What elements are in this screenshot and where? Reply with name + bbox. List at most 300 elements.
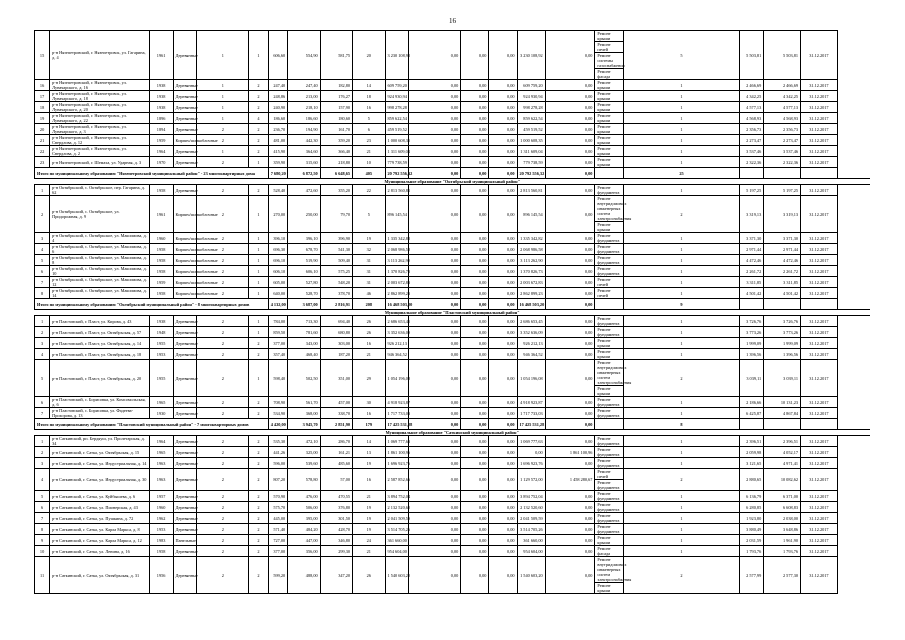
- work-types: [595, 168, 623, 179]
- fund-local: 0,00: [489, 244, 517, 255]
- residential-area: 157,90: [320, 102, 352, 113]
- residential-area: 346,80: [320, 535, 352, 546]
- fund-regional: 0,00: [461, 124, 489, 135]
- work-type-item: Ремонт фундамента: [597, 502, 620, 512]
- entrances-count: 2: [249, 80, 268, 91]
- premises-area: 484,20: [288, 524, 320, 535]
- completion-date: 31.12.2017: [801, 31, 838, 80]
- residents-count: 19: [353, 513, 385, 524]
- premises-area: 447,00: [288, 535, 320, 546]
- premises-area: 396,10: [288, 233, 320, 244]
- entrances-count: 1: [249, 288, 268, 299]
- row-number: 6: [35, 502, 50, 513]
- completion-date: 31.12.2017: [801, 327, 838, 338]
- entrances-count: 2: [249, 124, 268, 135]
- completion-date: 31.12.2017: [801, 91, 838, 102]
- residents-count: 21: [353, 491, 385, 502]
- fund-local: 0,00: [489, 168, 517, 179]
- page-number: 16: [449, 17, 456, 25]
- fund-other: 0,00: [545, 168, 595, 179]
- table-row: [35, 557, 871, 594]
- max-specific-cost: 2 261,72: [764, 266, 801, 277]
- work-type-item: Ремонт фундамента: [597, 458, 620, 468]
- wall-material: Деревянные: [173, 447, 197, 458]
- work-type-item: Ремонт крыши: [597, 386, 611, 396]
- residents-count: 10: [353, 157, 385, 168]
- work-types: [595, 244, 623, 255]
- fund-owners: 2 862 899,23: [517, 288, 545, 299]
- house-address: р-н Пластовский, г. Пласт, ул. Кирова, д. 43: [50, 316, 150, 327]
- specific-cost: 4 501,42: [740, 288, 764, 299]
- entrances-count: 1: [249, 31, 268, 80]
- work-count: 2: [623, 360, 740, 397]
- fund-other: 0,00: [545, 91, 595, 102]
- specific-cost: 2 466,69: [740, 80, 764, 91]
- entrances-count: 2: [249, 469, 268, 491]
- repair-cost-total: 1 540 603,20: [385, 557, 409, 594]
- municipality-name: Муниципальное образование "Октябрьский муниципальный район": [35, 179, 871, 185]
- fund-regional: 0,00: [461, 360, 489, 397]
- specific-cost: 3 039,11: [740, 360, 764, 397]
- max-specific-cost: 3 773,26: [764, 327, 801, 338]
- work-types: [595, 299, 623, 310]
- work-types: [595, 266, 623, 277]
- max-specific-cost: 5 503,81: [764, 31, 801, 80]
- specific-cost: 3 319,13: [740, 196, 764, 233]
- completion-date: 31.12.2017: [801, 360, 838, 397]
- fund-owners: 3 113 262,90: [517, 255, 545, 266]
- specific-cost: 1 923,80: [740, 513, 764, 524]
- completion-date: 31.12.2017: [801, 113, 838, 124]
- build-year: 1956: [149, 557, 173, 594]
- table-row: [35, 244, 871, 255]
- floors-count: 2: [197, 469, 249, 491]
- work-type-item: Ремонт крыши: [597, 222, 611, 232]
- work-types: [595, 535, 623, 546]
- max-specific-cost: 2 466,69: [764, 80, 801, 91]
- residential-area: 470,55: [320, 491, 352, 502]
- floors-count: 2: [197, 535, 249, 546]
- build-year: 1896: [149, 113, 173, 124]
- premises-area: 781,60: [288, 327, 320, 338]
- work-count: 8: [623, 419, 740, 430]
- work-count: 1: [623, 113, 740, 124]
- fund-regional: 0,00: [461, 299, 489, 310]
- entrances-count: 2: [249, 513, 268, 524]
- residential-area: 680,80: [320, 327, 352, 338]
- fund-regional: 0,00: [461, 349, 489, 360]
- fund-owners: 998 278,28: [517, 102, 545, 113]
- fund-other: 0,00: [545, 513, 595, 524]
- entrances-count: 1: [249, 233, 268, 244]
- premises-area: 315,60: [288, 157, 320, 168]
- wall-material: Деревянные: [173, 113, 197, 124]
- work-types: [595, 277, 623, 288]
- work-type-item: Ремонт крыши: [597, 80, 611, 90]
- premises-area: 3 687,00: [288, 299, 320, 310]
- entrances-count: 1: [249, 244, 268, 255]
- work-type-item: Ремонт фасада: [597, 546, 611, 556]
- fund-federal: 0,00: [409, 196, 461, 233]
- work-type-item: Ремонт системы газоснабжения: [597, 53, 625, 68]
- completion-date: 31.12.2017: [801, 124, 838, 135]
- work-type-item: Ремонт внутридомовых инженерных систем электроснабжения: [597, 360, 632, 385]
- specific-cost: 3 880,49: [740, 524, 764, 535]
- max-specific-cost: 3 311,85: [764, 277, 801, 288]
- residents-count: 19: [353, 233, 385, 244]
- table-row: [35, 91, 871, 102]
- fund-federal: 0,00: [409, 80, 461, 91]
- repair-cost-total: 4 918 923,87: [385, 397, 409, 408]
- premises-area: 343,00: [288, 338, 320, 349]
- fund-local: 0,00: [489, 157, 517, 168]
- wall-material: Деревянные: [173, 546, 197, 557]
- floors-count: 1: [197, 31, 249, 80]
- completion-date: 31.12.2017: [801, 266, 838, 277]
- fund-owners: 2 003 672,83: [517, 277, 545, 288]
- fund-federal: 0,00: [409, 436, 461, 447]
- wall-material: Деревянные: [173, 458, 197, 469]
- entrances-count: 2: [249, 397, 268, 408]
- row-number: 4: [35, 469, 50, 491]
- fund-other: 0,00: [545, 288, 595, 299]
- fund-owners: 779 738,59: [517, 157, 545, 168]
- work-type-item: Ремонт фундамента: [597, 327, 620, 337]
- work-count: 1: [623, 535, 740, 546]
- work-type-item: Ремонт фундамента: [597, 436, 620, 446]
- work-type-item: Ремонт фундамента: [597, 233, 620, 243]
- house-address: р-н Саткинский, г. Сатка, ул. Карла Маркса, д. 12: [50, 535, 150, 546]
- house-address: р-н Саткинский, г. Сатка, ул. Октябрьская, д. 15: [50, 447, 150, 458]
- total-area: 859,50: [268, 327, 287, 338]
- fund-other: 0,00: [545, 266, 595, 277]
- floors-count: 2: [197, 288, 249, 299]
- premises-area: 218,10: [288, 102, 320, 113]
- house-address: р-н Саткинский, г. Сатка, ул. Куйбышева, д. 6: [50, 491, 150, 502]
- residents-count: 14: [353, 436, 385, 447]
- completion-date: 31.12.2017: [801, 244, 838, 255]
- wall-material: Деревянные: [173, 80, 197, 91]
- municipality-name: Муниципальное образование "Пластовский муниципальный район": [35, 310, 871, 316]
- fund-local: 0,00: [489, 546, 517, 557]
- house-address: р-н Саткинский, г. Сатка, ул. Индустриальная, д. 30: [50, 469, 150, 491]
- table-row: [35, 513, 871, 524]
- premises-area: 554,90: [288, 31, 320, 80]
- work-count: 1: [623, 244, 740, 255]
- premises-area: 395,00: [288, 513, 320, 524]
- wall-material: Кирпич/шлакоблочные: [173, 244, 197, 255]
- residential-area: 376,80: [320, 502, 352, 513]
- wall-material: Деревянные: [173, 31, 197, 80]
- fund-owners: 16 468 503,20: [517, 299, 545, 310]
- total-row: [35, 419, 871, 430]
- entrances-count: 2: [249, 102, 268, 113]
- repair-cost-total: 896 145,54: [385, 196, 409, 233]
- work-types: [595, 469, 623, 491]
- work-count: 1: [623, 255, 740, 266]
- premises-area: 472,60: [288, 185, 320, 196]
- residential-area: 6 648,65: [320, 168, 352, 179]
- build-year: 1963: [149, 469, 173, 491]
- max-specific-cost: 1 396,56: [764, 349, 801, 360]
- wall-material: Деревянные: [173, 349, 197, 360]
- work-types: [595, 196, 632, 233]
- house-address: р-н Саткинский, г. Сатка, ул. Ленина, д. 16: [50, 546, 150, 557]
- fund-federal: 0,00: [409, 102, 461, 113]
- fund-regional: 0,00: [461, 469, 489, 491]
- fund-federal: 0,00: [409, 146, 461, 157]
- residents-count: 26: [353, 316, 385, 327]
- work-count: 1: [623, 185, 740, 196]
- table-row: [35, 458, 871, 469]
- work-types: [595, 513, 623, 524]
- fund-owners: 924 930,94: [517, 91, 545, 102]
- max-specific-cost: 2 356,73: [764, 124, 801, 135]
- residential-area: 366,40: [320, 146, 352, 157]
- specific-cost: 6 136,79: [740, 491, 764, 502]
- build-year: 1958: [149, 266, 173, 277]
- residents-count: 14: [353, 80, 385, 91]
- residential-area: 286,70: [320, 436, 352, 447]
- fund-other: 0,00: [545, 102, 595, 113]
- fund-other: 0,00: [545, 113, 595, 124]
- row-number: 5: [35, 255, 50, 266]
- specific-cost: 2 396,51: [740, 436, 764, 447]
- table-row: [35, 316, 871, 327]
- fund-federal: 0,00: [409, 316, 461, 327]
- fund-owners: 361 660,00: [517, 535, 545, 546]
- fund-owners: 946 364,52: [517, 349, 545, 360]
- fund-local: 0,00: [489, 31, 517, 80]
- house-address: р-н Саткинский, г. Сатка, ул. Пионерская, д. 43: [50, 502, 150, 513]
- fund-owners: 609 759,20: [517, 80, 545, 91]
- residential-area: 176,27: [320, 91, 352, 102]
- build-year: 1983: [149, 535, 173, 546]
- wall-material: Деревянные: [173, 157, 197, 168]
- work-types: [595, 397, 623, 408]
- fund-federal: 0,00: [409, 233, 461, 244]
- housing-repair-table: [34, 30, 870, 594]
- floors-count: 2: [197, 458, 249, 469]
- fund-other: 0,00: [545, 458, 595, 469]
- premises-area: 502,50: [288, 360, 320, 397]
- table-row: [35, 157, 871, 168]
- work-types: [595, 458, 623, 469]
- work-type-item: Ремонт фундамента: [597, 185, 620, 195]
- floors-count: 1: [197, 102, 249, 113]
- repair-cost-total: 3 230 108,92: [385, 31, 409, 80]
- fund-regional: 0,00: [461, 91, 489, 102]
- fund-federal: 0,00: [409, 469, 461, 491]
- residential-area: 485,60: [320, 458, 352, 469]
- fund-other: 0,00: [545, 299, 595, 310]
- repair-cost-total: 1 069 777,63: [385, 436, 409, 447]
- total-area: 441,26: [268, 447, 287, 458]
- max-specific-cost: 10 082,62: [764, 469, 801, 491]
- wall-material: Деревянные: [173, 502, 197, 513]
- max-specific-cost: 1 961,90: [764, 535, 801, 546]
- floors-count: 2: [197, 316, 249, 327]
- table-row: [35, 447, 871, 458]
- residents-count: 19: [353, 502, 385, 513]
- work-types: [595, 80, 623, 91]
- build-year: 1970: [149, 157, 173, 168]
- work-types: [595, 157, 623, 168]
- fund-other: 0,00: [545, 316, 595, 327]
- house-address: р-н Октябрьский, с. Октябрьское, ул. Максимова, д. 10: [50, 266, 150, 277]
- work-count: 1: [623, 524, 740, 535]
- floors-count: 2: [197, 327, 249, 338]
- fund-regional: 0,00: [461, 185, 489, 196]
- wall-material: Деревянные: [173, 408, 197, 419]
- residents-count: 13: [353, 447, 385, 458]
- total-area: 377,00: [268, 546, 287, 557]
- specific-cost: [740, 299, 764, 310]
- fund-other: 0,00: [545, 196, 595, 233]
- completion-date: 31.12.2017: [801, 491, 838, 502]
- row-number: 19: [35, 113, 50, 124]
- repair-cost-total: 361 660,00: [385, 535, 409, 546]
- total-area: 415,90: [268, 146, 287, 157]
- max-specific-cost: 4 577,13: [764, 102, 801, 113]
- max-specific-cost: 4 867,84: [764, 408, 801, 419]
- work-count: 1: [623, 157, 740, 168]
- fund-owners: 3 894 752,04: [517, 491, 545, 502]
- build-year: 1958: [149, 244, 173, 255]
- work-count: 1: [623, 277, 740, 288]
- premises-area: 3 945,70: [288, 419, 320, 430]
- max-specific-cost: [764, 168, 801, 179]
- table-row: [35, 535, 871, 546]
- wall-material: Деревянные: [173, 360, 197, 397]
- fund-local: 0,00: [489, 397, 517, 408]
- total-area: 4 420,00: [268, 419, 287, 430]
- work-count: 1: [623, 80, 740, 91]
- work-types: [595, 546, 623, 557]
- total-area: 571,40: [268, 524, 287, 535]
- premises-area: 527,80: [288, 277, 320, 288]
- work-count: 1: [623, 491, 740, 502]
- entrances-count: 2: [249, 135, 268, 146]
- work-type-item: Ремонт фундамента: [597, 255, 620, 265]
- repair-cost-total: 946 364,52: [385, 349, 409, 360]
- table-row: [35, 255, 871, 266]
- work-types: [595, 102, 623, 113]
- work-count: 1: [623, 233, 740, 244]
- row-number: 3: [35, 458, 50, 469]
- work-type-item: Ремонт фундамента: [597, 397, 620, 407]
- total-area: 7 680,20: [268, 168, 287, 179]
- specific-cost: 5 197,25: [740, 185, 764, 196]
- residents-count: 5: [353, 113, 385, 124]
- row-number: 17: [35, 91, 50, 102]
- repair-cost-total: 954 604,00: [385, 546, 409, 557]
- fund-federal: 0,00: [409, 185, 461, 196]
- fund-local: 0,00: [489, 196, 517, 233]
- wall-material: Деревянные: [173, 185, 197, 196]
- work-count: 1: [623, 349, 740, 360]
- total-area: 396,10: [268, 233, 287, 244]
- fund-local: 0,00: [489, 124, 517, 135]
- residential-area: 299,30: [320, 546, 352, 557]
- floors-count: 2: [197, 255, 249, 266]
- premises-area: 488,00: [288, 557, 320, 594]
- premises-area: 678,70: [288, 244, 320, 255]
- fund-other: 0,00: [545, 491, 595, 502]
- work-type-item: Ремонт фундамента: [597, 491, 620, 501]
- fund-regional: 0,00: [461, 233, 489, 244]
- work-type-item: Ремонт крыши: [597, 146, 611, 156]
- build-year: 1938: [149, 102, 173, 113]
- fund-other: 0,00: [545, 408, 595, 419]
- row-number: 5: [35, 491, 50, 502]
- work-count: 2: [623, 196, 740, 233]
- row-number: 3: [35, 338, 50, 349]
- work-count: 1: [623, 397, 740, 408]
- total-area: 186,60: [268, 113, 287, 124]
- table-row: [35, 288, 871, 299]
- house-address: р-н Октябрьский, с. Октябрьское, ул. Максимова, д. 12: [50, 277, 150, 288]
- entrances-count: 2: [249, 447, 268, 458]
- fund-federal: 0,00: [409, 491, 461, 502]
- total-area: 605,00: [268, 277, 287, 288]
- entrances-count: 1: [249, 327, 268, 338]
- repair-cost-total: 2 041 509,59: [385, 513, 409, 524]
- entrances-count: 2: [249, 524, 268, 535]
- completion-date: 31.12.2017: [801, 502, 838, 513]
- fund-federal: 0,00: [409, 168, 461, 179]
- fund-other: 0,00: [545, 502, 595, 513]
- house-address: р-н Нязепетровский, г. Шемаха, ул. Ударная, д. 3: [50, 157, 150, 168]
- max-specific-cost: 4 052,17: [764, 447, 801, 458]
- max-specific-cost: 3 039,11: [764, 360, 801, 397]
- specific-cost: [740, 168, 764, 179]
- work-count: 9: [623, 299, 740, 310]
- repair-cost-total: 16 468 503,20: [385, 299, 409, 310]
- entrances-count: 2: [249, 491, 268, 502]
- total-label: Итого по муниципальному образованию "Пластовский муниципальный район" - 7 многоквартирных домов: [35, 419, 269, 430]
- fund-other: 0,00: [545, 80, 595, 91]
- floors-count: 2: [197, 196, 249, 233]
- fund-owners: 1 717 733,03: [517, 408, 545, 419]
- fund-federal: 0,00: [409, 266, 461, 277]
- house-address: р-н Нязепетровский, г. Нязепетровск, ул. Луначарского, д. 22: [50, 113, 150, 124]
- fund-other: 1 458 280,67: [545, 469, 595, 491]
- fund-other: 0,00: [545, 360, 595, 397]
- specific-cost: 4 342,25: [740, 91, 764, 102]
- wall-material: Кирпич/шлакоблочные: [173, 196, 197, 233]
- max-specific-cost: 4 472,46: [764, 255, 801, 266]
- table-row: [35, 80, 871, 91]
- fund-regional: 0,00: [461, 546, 489, 557]
- table-row: [35, 327, 871, 338]
- fund-local: 0,00: [489, 513, 517, 524]
- floors-count: 2: [197, 244, 249, 255]
- repair-cost-total: 1 696 923,76: [385, 458, 409, 469]
- fund-federal: 0,00: [409, 288, 461, 299]
- total-area: 236,70: [268, 124, 287, 135]
- entrances-count: 2: [249, 436, 268, 447]
- work-count: 1: [623, 327, 740, 338]
- fund-regional: 0,00: [461, 135, 489, 146]
- total-area: 727,00: [268, 535, 287, 546]
- fund-local: 0,00: [489, 255, 517, 266]
- max-specific-cost: 3 319,13: [764, 196, 801, 233]
- residential-area: 457,00: [320, 397, 352, 408]
- residents-count: 29: [353, 360, 385, 397]
- total-area: 598,40: [268, 360, 287, 397]
- residents-count: 21: [353, 349, 385, 360]
